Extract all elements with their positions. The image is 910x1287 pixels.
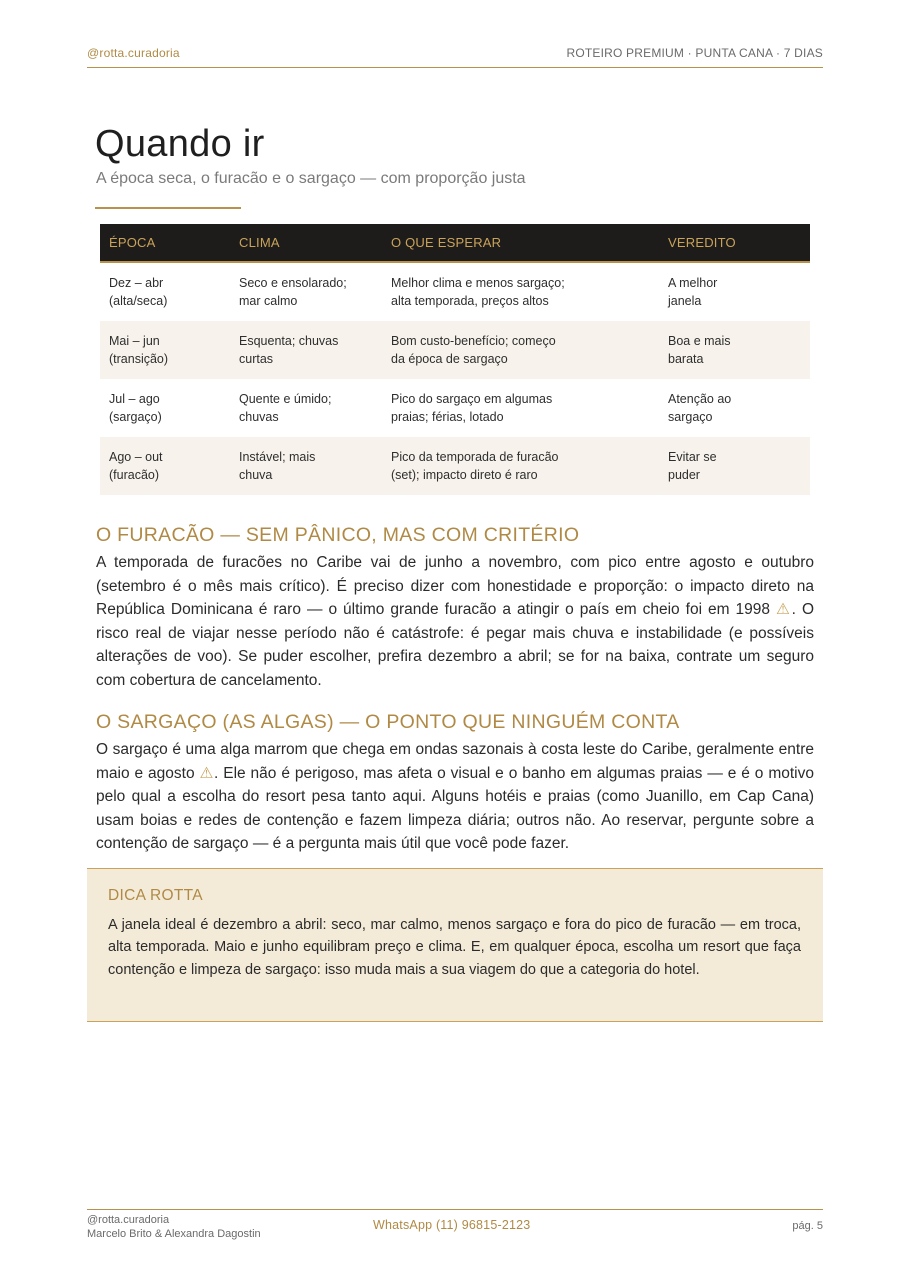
footer-whatsapp-link[interactable]: WhatsApp (11) 96815-2123 bbox=[373, 1218, 531, 1232]
cell-line: Quente e úmido; bbox=[239, 392, 332, 406]
page-subtitle: A época seca, o furacão e o sargaço — com proporção justa bbox=[96, 170, 526, 187]
tip-title: DICA ROTTA bbox=[108, 887, 203, 904]
section-sargaco bbox=[96, 711, 814, 856]
cell-epoca bbox=[100, 437, 230, 495]
body-text: . O risco real de viajar nesse período não é catástrofe: é pegar mais chuva e instabilidade (e possíveis alterações de voo). Se puder escolher, prefira dezembro a abril; se for na baixa, contrate um seguro com cobertura de cancelamento. bbox=[96, 601, 814, 689]
table-row bbox=[100, 437, 810, 495]
cell-o-que-esperar bbox=[382, 321, 659, 379]
cell-line: chuvas bbox=[239, 410, 279, 424]
page-header bbox=[87, 46, 823, 68]
cell-line: praias; férias, lotado bbox=[391, 410, 504, 424]
cell-epoca bbox=[100, 321, 230, 379]
cell-line: barata bbox=[668, 352, 704, 366]
cell-line: Evitar se bbox=[668, 450, 717, 464]
table-row bbox=[100, 321, 810, 379]
cell-clima bbox=[230, 437, 382, 495]
cell-line: chuva bbox=[239, 468, 273, 482]
cell-line: Bom custo-benefício; começo bbox=[391, 334, 556, 348]
cell-line: Seco e ensolarado; bbox=[239, 276, 347, 290]
header-clima: CLIMA bbox=[230, 224, 382, 262]
cell-line: janela bbox=[668, 294, 702, 308]
cell-o-que-esperar bbox=[382, 262, 659, 321]
cell-line: Esquenta; chuvas bbox=[239, 334, 339, 348]
table-row bbox=[100, 379, 810, 437]
cell-line: Boa e mais bbox=[668, 334, 731, 348]
cell-line: (sargaço) bbox=[109, 410, 162, 424]
tip-box bbox=[87, 868, 823, 1022]
cell-line: Pico da temporada de furacão bbox=[391, 450, 559, 464]
cell-line: Melhor clima e menos sargaço; bbox=[391, 276, 565, 290]
body-text: A temporada de furacões no Caribe vai de junho a novembro, com pico entre agosto e outubro (setembro é o mês mais crítico). É preciso dizer com honestidade e proporção: o impacto direto na República Dominicana é raro — o último grande furacão a atingir o país em cheio foi em 1998 bbox=[96, 554, 814, 618]
footer-authors: Marcelo Brito & Alexandra Dagostin bbox=[87, 1228, 261, 1240]
cell-line: Jul – ago bbox=[109, 392, 160, 406]
warning-icon: ⚠ bbox=[776, 601, 792, 618]
cell-veredito bbox=[659, 321, 810, 379]
page-footer bbox=[87, 1209, 823, 1249]
cell-o-que-esperar bbox=[382, 437, 659, 495]
cell-line: da época de sargaço bbox=[391, 352, 508, 366]
cell-line: A melhor bbox=[668, 276, 718, 290]
title-divider bbox=[95, 207, 241, 209]
cell-clima bbox=[230, 321, 382, 379]
section-heading-furacao: O FURACÃO — SEM PÂNICO, MAS COM CRITÉRIO bbox=[96, 524, 580, 546]
cell-line: (transição) bbox=[109, 352, 169, 366]
cell-line: Atenção ao bbox=[668, 392, 732, 406]
season-table bbox=[100, 224, 810, 495]
header-veredito: VEREDITO bbox=[659, 224, 810, 262]
section-furacao bbox=[96, 524, 814, 692]
cell-o-que-esperar bbox=[382, 379, 659, 437]
cell-line: alta temporada, preços altos bbox=[391, 294, 549, 308]
cell-veredito bbox=[659, 437, 810, 495]
cell-line: curtas bbox=[239, 352, 274, 366]
section-body-furacao bbox=[96, 551, 814, 692]
body-text: . Ele não é perigoso, mas afeta o visual e o banho em algumas praias — e é o motivo pelo qual a escolha do resort pesa tanto aqui. Alguns hotéis e praias (como Juanillo, em Cap Cana) usam boias e redes de contenção e fazem limpeza diária; outros não. Ao reservar, pergunte sobre a contenção de sargaço — é a pergunta mais útil que você pode fazer. bbox=[96, 764, 814, 852]
table-row bbox=[100, 262, 810, 321]
header-epoca: ÉPOCA bbox=[100, 224, 230, 262]
cell-line: Mai – jun bbox=[109, 334, 160, 348]
tip-text: A janela ideal é dezembro a abril: seco, mar calmo, menos sargaço e fora do pico de furacão — em troca, alta temporada. Maio e junho equilibram preço e clima. E, em qualquer época, escolha um resort que faça contenção e limpeza de sargaço: isso muda mais a sua viagem do que a categoria do hotel. bbox=[108, 917, 801, 978]
table-header-row bbox=[100, 224, 810, 262]
cell-line: Ago – out bbox=[109, 450, 163, 464]
cell-line: (furacão) bbox=[109, 468, 160, 482]
cell-epoca bbox=[100, 379, 230, 437]
section-heading-sargaco: O SARGAÇO (AS ALGAS) — O PONTO QUE NINGUÉM CONTA bbox=[96, 711, 680, 733]
page-title: Quando ir bbox=[95, 123, 265, 165]
cell-line: puder bbox=[668, 468, 700, 482]
cell-line: Dez – abr bbox=[109, 276, 164, 290]
cell-veredito bbox=[659, 262, 810, 321]
cell-line: (set); impacto direto é raro bbox=[391, 468, 538, 482]
header-document-title: ROTEIRO PREMIUM · PUNTA CANA · 7 DIAS bbox=[566, 46, 823, 60]
cell-epoca bbox=[100, 262, 230, 321]
header-brand: @rotta.curadoria bbox=[87, 46, 180, 60]
cell-line: Pico do sargaço em algumas bbox=[391, 392, 553, 406]
cell-clima bbox=[230, 262, 382, 321]
section-body-sargaco bbox=[96, 738, 814, 856]
cell-line: sargaço bbox=[668, 410, 713, 424]
warning-icon: ⚠ bbox=[199, 764, 215, 782]
footer-brand: @rotta.curadoria bbox=[87, 1214, 170, 1226]
cell-line: (alta/seca) bbox=[109, 294, 168, 308]
page-number: pág. 5 bbox=[792, 1220, 823, 1232]
cell-clima bbox=[230, 379, 382, 437]
cell-veredito bbox=[659, 379, 810, 437]
body-text: O sargaço é uma alga marrom que chega em ondas sazonais à costa leste do Caribe, geralmente entre maio e agosto bbox=[96, 741, 814, 782]
header-o-que-esperar: O QUE ESPERAR bbox=[382, 224, 659, 262]
cell-line: Instável; mais bbox=[239, 450, 316, 464]
cell-line: mar calmo bbox=[239, 294, 298, 308]
